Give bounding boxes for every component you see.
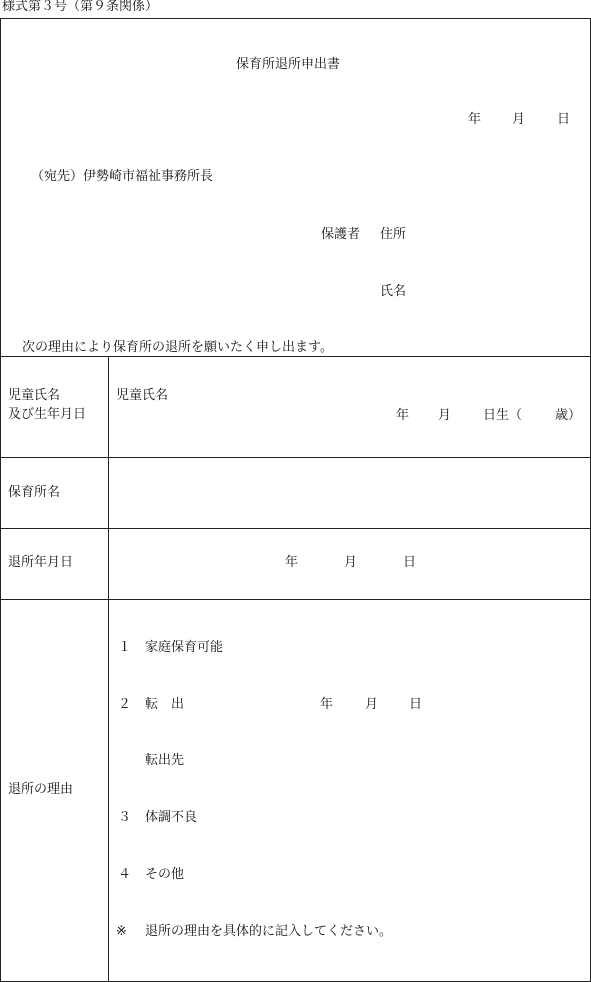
guardian-address-label: 住所 [380,227,407,242]
age-label: 歳） [555,408,582,423]
child-name-field-label: 児童氏名 [116,388,169,403]
reason-option-2-number: ２ [118,697,132,712]
birth-day-label: 日生（ [483,408,523,423]
note-mark: ※ [116,924,127,939]
guardian-label: 保護者 [321,227,361,242]
guardian-name-label: 氏名 [380,284,407,299]
row-divider-child [0,457,591,458]
move-month-label: 月 [365,697,379,712]
move-day-label: 日 [409,697,423,712]
form-number: 様式第３号（第９条関係） [2,0,159,14]
birth-year-label: 年 [396,408,410,423]
row-divider-leave-date [0,599,591,600]
leave-date-row-label: 退所年月日 [8,555,74,570]
label-column-divider [108,356,109,981]
leave-year-label: 年 [285,555,299,570]
reason-option-2-text: 転 出 [145,697,185,712]
child-row-label-line2: 及び生年月日 [8,407,87,422]
row-divider-nursery [0,528,591,529]
form-title: 保育所退所申出書 [236,57,341,72]
nursery-row-label: 保育所名 [8,485,61,500]
table-top-rule [0,356,591,357]
move-destination-label: 転出先 [145,753,185,768]
request-sentence: 次の理由により保育所の退所を願いたく申し出ます。 [22,340,333,355]
leave-day-label: 日 [403,555,417,570]
child-row-label-line1: 児童氏名 [8,388,61,403]
reason-option-4-number: ４ [118,867,132,882]
note-text: 退所の理由を具体的に記入してください。 [145,924,393,939]
form-border [0,18,591,982]
leave-month-label: 月 [344,555,358,570]
addressee: （宛先）伊勢崎市福祉事務所長 [31,169,214,184]
reason-option-3-number: ３ [118,810,132,825]
birth-month-label: 月 [438,408,452,423]
reason-option-4-text: その他 [145,867,185,882]
date-month-label: 月 [512,112,526,127]
date-day-label: 日 [557,112,571,127]
move-year-label: 年 [320,697,334,712]
reason-option-1-text: 家庭保育可能 [145,640,224,655]
reason-option-3-text: 体調不良 [145,810,198,825]
date-year-label: 年 [468,112,482,127]
reason-option-1-number: １ [118,640,132,655]
reason-row-label: 退所の理由 [8,782,74,797]
